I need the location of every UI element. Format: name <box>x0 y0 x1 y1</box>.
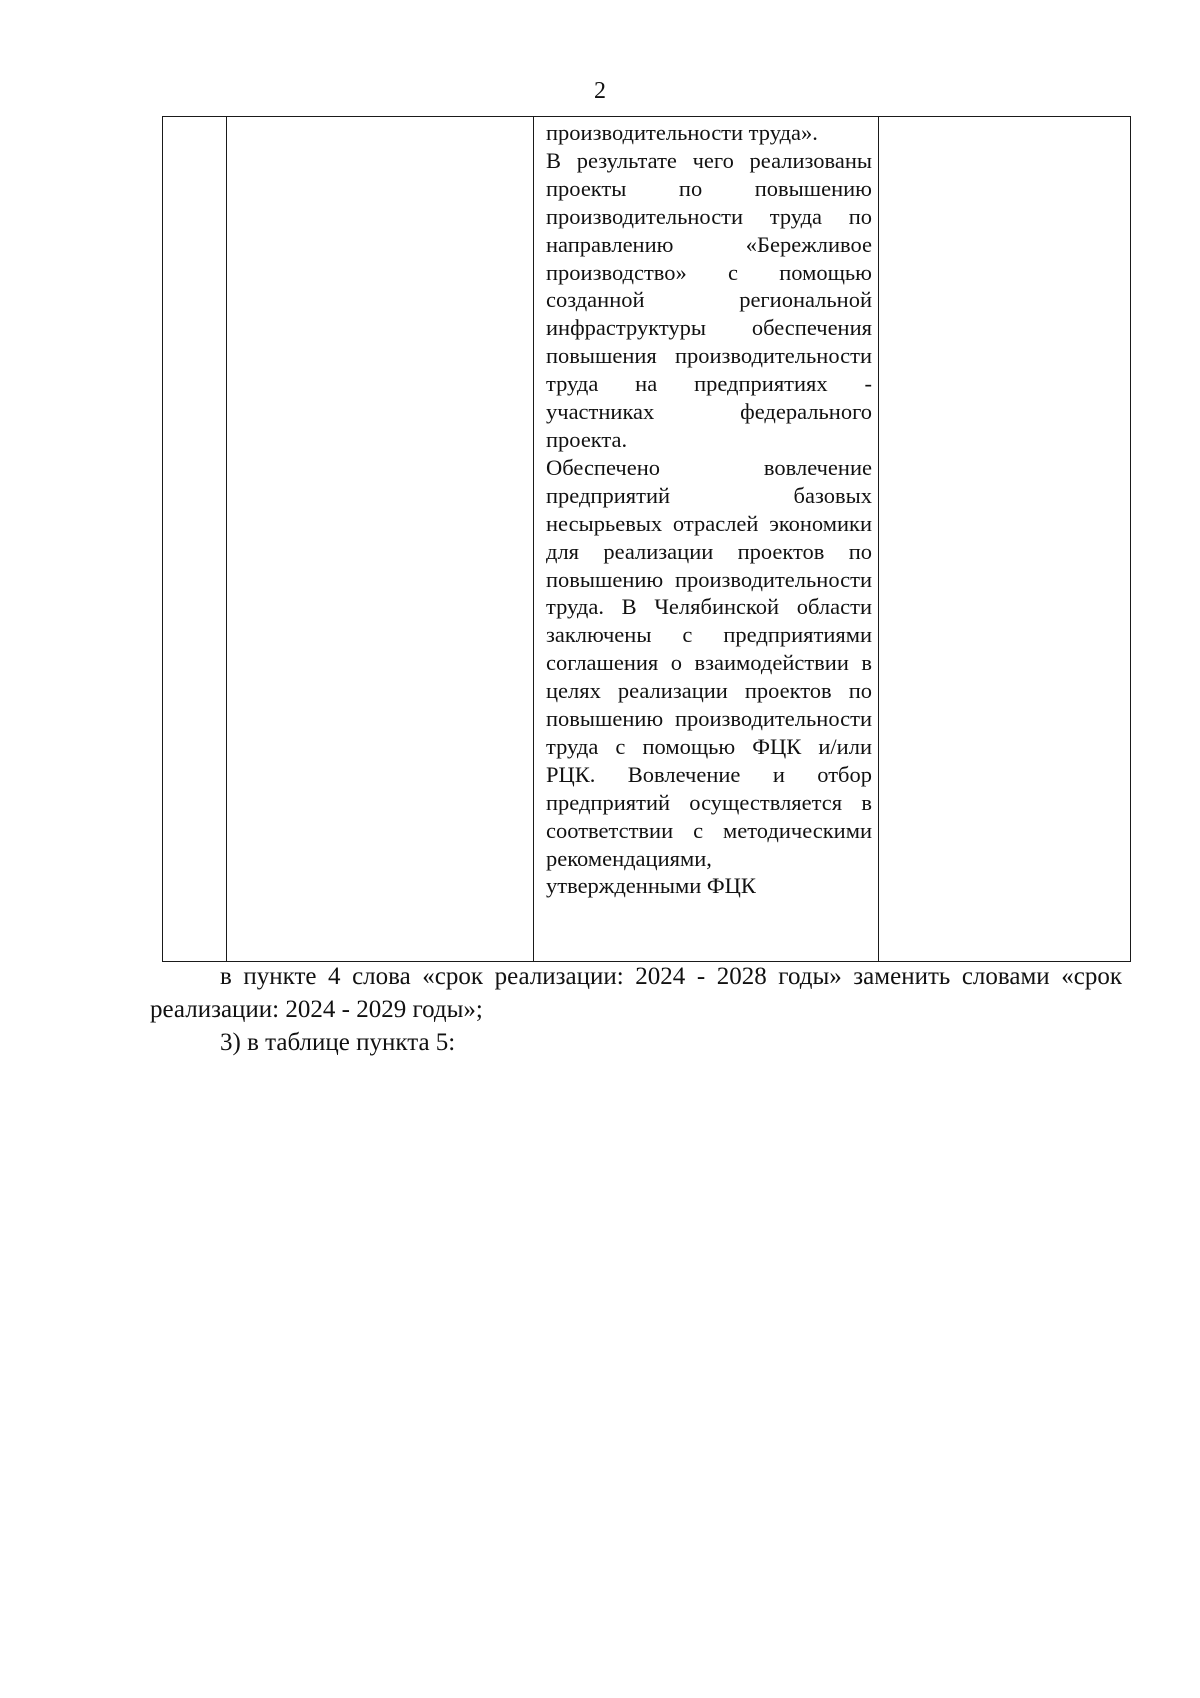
description-paragraph: Обеспечено вовлечение предприятий базовых несырьевых отраслей экономики для реализации проектов по повышению производительности труда. В Челябинской области заключены с предприятиями соглашения о взаимодействии в целях реализации проектов по повышению производительности труда с помощью ФЦК и/или РЦК. Вовлечение и отбор предприятий осуществляется в соответствии с методическими рекомендациями, утвержденными ФЦК <box>546 454 872 899</box>
table-cell-extra <box>879 117 1131 962</box>
page-number: 2 <box>594 78 606 104</box>
table-cell-number <box>163 117 227 962</box>
amendment-paragraph: 3) в таблице пункта 5: <box>220 1029 456 1056</box>
description-paragraph: производительности труда». <box>546 120 818 145</box>
description-paragraph: В результате чего реализованы проекты по повышению производительности труда по направлению «Бережливое производство» с помощью созданной региональной инфраструктуры обеспечения повышения производительности труда на предприятиях - участниках федерального проекта. <box>546 147 872 452</box>
description-text <box>534 117 878 900</box>
continuation-table <box>162 116 1131 962</box>
table-cell-description <box>534 117 879 962</box>
table-cell-name <box>227 117 534 962</box>
amendment-paragraph: в пункте 4 слова «срок реализации: 2024 - 2028 годы» заменить словами «срок реализации: 2024 - 2029 годы»; <box>150 963 1122 1023</box>
table-row <box>163 117 1131 962</box>
body-text <box>150 960 1122 1059</box>
